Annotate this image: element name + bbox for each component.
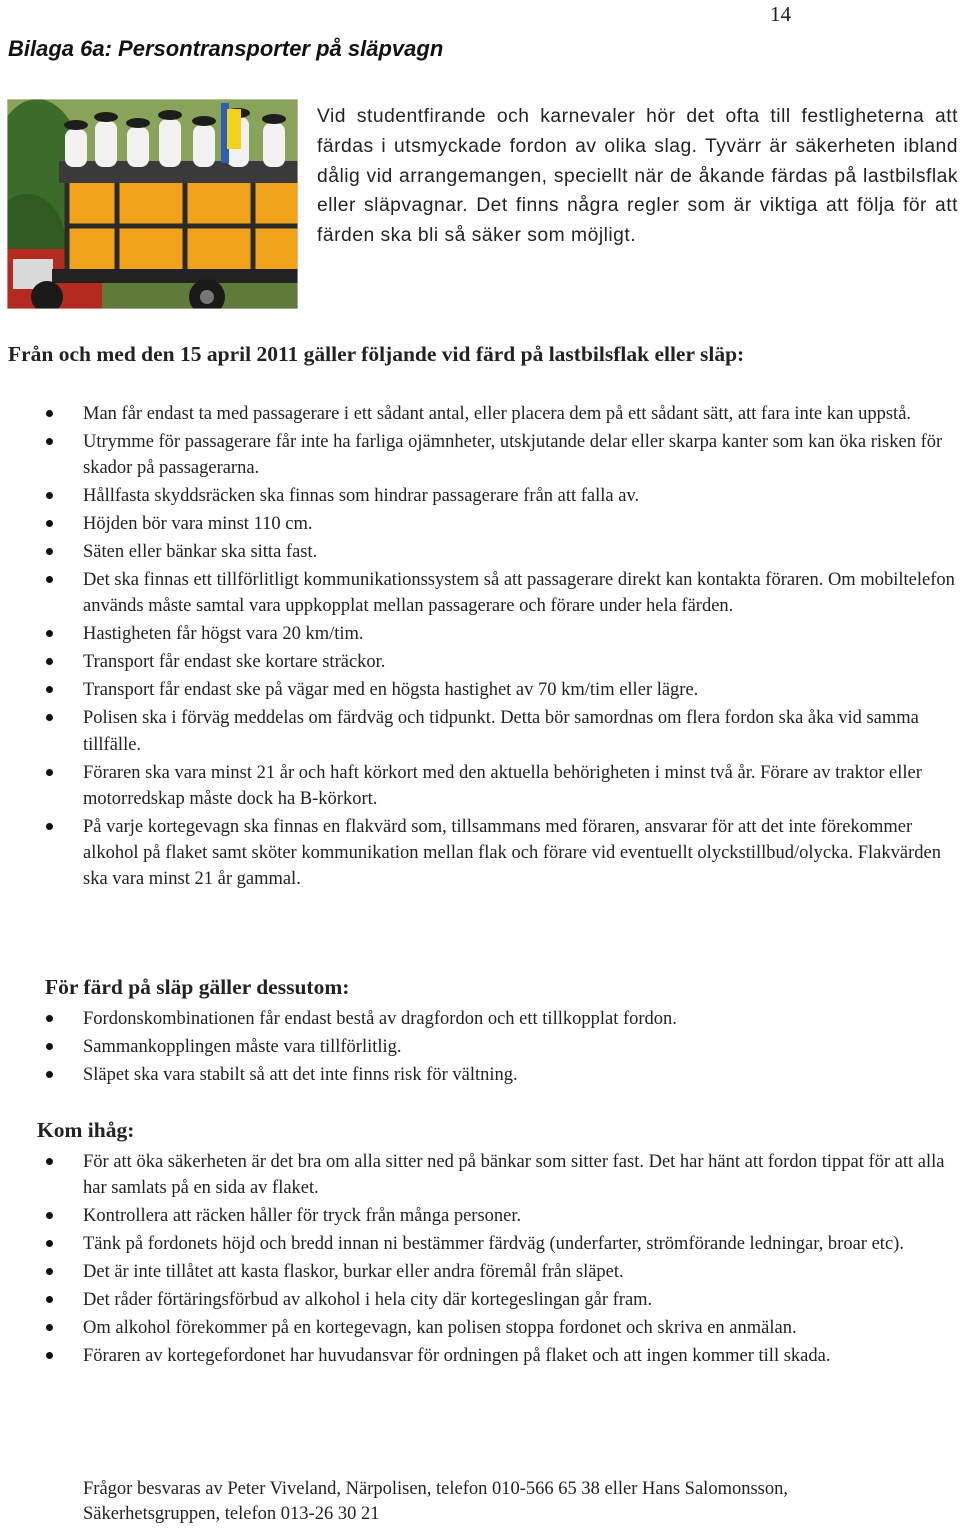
list-item: Det är inte tillåtet att kasta flaskor, burkar eller andra föremål från släpet. <box>83 1259 959 1285</box>
list-item: Man får endast ta med passagerare i ett sådant antal, eller placera dem på ett sådant sätt, att fara inte kan uppstå. <box>83 401 959 427</box>
remember-list <box>83 1149 959 1371</box>
list-item: Polisen ska i förväg meddelas om färdväg och tidpunkt. Detta bör samordnas om flera fordon ska åka vid samma tillfälle. <box>83 705 959 757</box>
rules-list <box>83 401 959 894</box>
footer-line: Frågor besvaras av Peter Viveland, Närpolisen, telefon 010-566 65 38 eller Hans Salomonsson, <box>83 1479 788 1499</box>
trailer-rules-list <box>83 1006 959 1090</box>
page-title: Bilaga 6a: Persontransporter på släpvagn <box>8 36 444 61</box>
list-item: Föraren ska vara minst 21 år och haft körkort med den aktuella behörigheten i minst två år. Förare av traktor eller motorredskap måste dock ha B-körkort. <box>83 760 959 812</box>
list-item: Tänk på fordonets höjd och bredd innan ni bestämmer färdväg (underfarter, strömförande ledningar, broar etc). <box>83 1231 959 1257</box>
list-item: Föraren av kortegefordonet har huvudansvar för ordningen på flaket och att ingen kommer till skada. <box>83 1343 959 1369</box>
list-item: För att öka säkerheten är det bra om alla sitter ned på bänkar som sitter fast. Det har hänt att fordon tippat för att alla har samlats på en sida av flaket. <box>83 1149 959 1201</box>
footer-line: Säkerhetsgruppen, telefon 013-26 30 21 <box>83 1504 380 1524</box>
list-item: Sammankopplingen måste vara tillförlitlig. <box>83 1034 959 1060</box>
list-item: Höjden bör vara minst 110 cm. <box>83 511 959 537</box>
section-remember-heading: Kom ihåg: <box>37 1118 135 1142</box>
list-item: Det ska finnas ett tillförlitligt kommunikationssystem så att passagerare direkt kan kontakta föraren. Om mobiltelefon används måste samtal vara uppkopplat mellan passagerare och förare under hela färden. <box>83 567 959 619</box>
list-item: Kontrollera att räcken håller för tryck från många personer. <box>83 1203 959 1229</box>
list-item: Om alkohol förekommer på en kortegevagn, kan polisen stoppa fordonet och skriva en anmälan. <box>83 1315 959 1341</box>
list-item: På varje kortegevagn ska finnas en flakvärd som, tillsammans med föraren, ansvarar för att det inte förekommer alkohol på flaket samt sköter kommunikation mellan flak och förare vid eventuellt olyckstillbud/olycka. Flakvärden ska vara minst 21 år gammal. <box>83 814 959 893</box>
list-item: Transport får endast ske kortare sträckor. <box>83 649 959 675</box>
section-trailer-heading: För färd på släp gäller dessutom: <box>45 975 350 999</box>
list-item: Transport får endast ske på vägar med en högsta hastighet av 70 km/tim eller lägre. <box>83 677 959 703</box>
page-number: 14 <box>770 2 791 26</box>
section-rules-heading: Från och med den 15 april 2011 gäller följande vid färd på lastbilsflak eller släp: <box>8 342 745 366</box>
list-item: Säten eller bänkar ska sitta fast. <box>83 539 959 565</box>
list-item: Hastigheten får högst vara 20 km/tim. <box>83 621 959 647</box>
footer-contact <box>83 1477 943 1527</box>
photo-students-on-trailer <box>7 99 298 309</box>
list-item: Det råder förtäringsförbud av alkohol i hela city där kortegeslingan går fram. <box>83 1287 959 1313</box>
list-item: Utrymme för passagerare får inte ha farliga ojämnheter, utskjutande delar eller skarpa kanter som kan öka risken för skador på passagerarna. <box>83 429 959 481</box>
list-item: Hållfasta skyddsräcken ska finnas som hindrar passagerare från att falla av. <box>83 483 959 509</box>
intro-paragraph: Vid studentfirande och karnevaler hör det ofta till festligheterna att färdas i utsmyckade fordon av olika slag. Tyvärr är säkerheten ibland dålig vid arrangemangen, speciellt när de åkande färdas på lastbilsflak eller släpvagnar. Det finns några regler som är viktiga att följa för att färden ska bli så säker som möjligt. <box>317 106 958 247</box>
list-item: Fordonskombinationen får endast bestå av dragfordon och ett tillkopplat fordon. <box>83 1006 959 1032</box>
list-item: Släpet ska vara stabilt så att det inte finns risk för vältning. <box>83 1062 959 1088</box>
